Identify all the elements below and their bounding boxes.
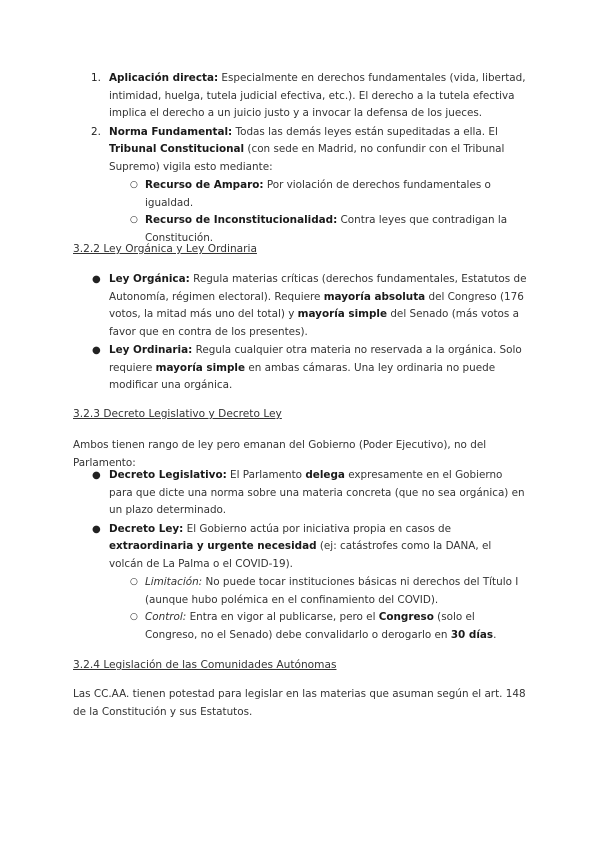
disc-bullet-icon: ●: [92, 470, 101, 481]
term-bold: Aplicación directa:: [109, 72, 219, 84]
list-item: [92, 342, 527, 395]
term-italic: Control:: [145, 611, 187, 623]
term-bold: Norma Fundamental:: [109, 125, 233, 138]
term-bold: Tribunal Constitucional: [109, 143, 245, 155]
item-text: Regula cualquier otra materia no reservada a la orgánica. Solo requiere: [109, 344, 522, 374]
item-text: (ej: catástrofes como la DANA, el volcán de La Palma o el COVID-19).: [109, 540, 492, 570]
term-bold: Recurso de Inconstitucionalidad:: [145, 214, 338, 226]
list-number: 1.: [91, 72, 101, 84]
term-bold: 30 días: [450, 628, 494, 641]
disc-bullet-icon: ●: [92, 523, 101, 535]
item-text: (con sede en Madrid, no confundir con el Tribunal Supremo) vigila esto mediante:: [109, 143, 505, 173]
term-bold: mayoría absoluta: [323, 290, 426, 303]
term-bold: extraordinaria y urgente necesidad: [109, 540, 317, 552]
term-bold: delega: [305, 469, 345, 481]
term-bold: Decreto Ley:: [109, 522, 184, 535]
item-text: del Congreso (176 votos, la mitad más uno del total) y: [109, 290, 524, 320]
numbered-list: [91, 70, 527, 247]
section-heading: 3.2.2 Ley Orgánica y Ley Ordinaria: [73, 243, 257, 255]
term-bold: Congreso: [378, 611, 434, 623]
list-item: [91, 70, 527, 123]
item-text: Por violación de derechos fundamentales o igualdad.: [145, 179, 491, 209]
circle-bullet-icon: ○: [130, 215, 138, 225]
item-text: Contra leyes que contradigan la Constitución.: [145, 214, 508, 244]
term-italic: Limitación:: [145, 576, 203, 588]
item-text: en ambas cámaras. Una ley ordinaria no puede modificar una orgánica.: [109, 361, 496, 391]
sub-list-item: [130, 574, 527, 609]
list-number: 2.: [91, 125, 101, 138]
section-heading: 3.2.4 Legislación de las Comunidades Autónomas: [73, 659, 337, 671]
item-text: Especialmente en derechos fundamentales (vida, libertad, intimidad, huelga, tutela judicial efectiva, etc.). El derecho a la tutela efectiva implica el derecho a un juicio justo y a invocar la defensa de los jueces.: [109, 72, 526, 119]
circle-bullet-icon: ○: [130, 577, 138, 587]
list-item: [92, 521, 527, 645]
item-text: .: [493, 628, 497, 641]
item-text: (solo el Congreso, no el Senado) debe convalidarlo o derogarlo en: [145, 611, 475, 641]
term-bold: Decreto Legislativo:: [109, 469, 227, 481]
item-text: Entra en vigor al publicarse, pero el: [186, 611, 379, 623]
sub-list: [130, 574, 527, 644]
item-text: El Gobierno actúa por iniciativa propia en casos de: [183, 522, 452, 535]
term-bold: Ley Orgánica:: [109, 273, 190, 285]
list-item: [91, 124, 527, 248]
item-text: expresamente en el Gobierno para que dicte una norma sobre una materia concreta (que no sea orgánica) en un plazo determinado.: [109, 469, 525, 516]
bullet-list: [92, 271, 527, 395]
term-bold: Recurso de Amparo:: [145, 179, 264, 191]
term-bold: mayoría simple: [297, 308, 388, 320]
term-bold: Ley Ordinaria:: [109, 344, 193, 356]
disc-bullet-icon: ●: [92, 274, 101, 285]
item-text: Todas las demás leyes están supeditadas a ella. El: [232, 125, 498, 138]
section-heading: 3.2.3 Decreto Legislativo y Decreto Ley: [73, 408, 282, 420]
list-item: [92, 467, 527, 520]
list-item: [92, 271, 527, 341]
item-text: del Senado (más votos a favor que en contra de los presentes).: [109, 308, 519, 338]
section-paragraph: Las CC.AA. tienen potestad para legislar en las materias que asuman según el art. 148 de la Constitución y sus Estatutos.: [73, 688, 526, 718]
item-text: Regula materias críticas (derechos fundamentales, Estatutos de Autonomía, régimen electoral). Requiere: [109, 273, 527, 303]
disc-bullet-icon: ●: [92, 345, 101, 356]
item-text: No puede tocar instituciones básicas ni derechos del Título I (aunque hubo polémica en el confinamiento del COVID).: [145, 576, 519, 606]
sub-list-item: [130, 609, 527, 644]
circle-bullet-icon: ○: [130, 180, 138, 190]
sub-list-item: [130, 177, 527, 212]
section-paragraph: Ambos tienen rango de ley pero emanan del Gobierno (Poder Ejecutivo), no del Parlamento:: [73, 439, 487, 469]
item-text: El Parlamento: [226, 469, 306, 481]
circle-bullet-icon: ○: [130, 612, 138, 622]
sub-list: [130, 177, 527, 247]
term-bold: mayoría simple: [155, 361, 246, 374]
bullet-list: [92, 467, 527, 644]
